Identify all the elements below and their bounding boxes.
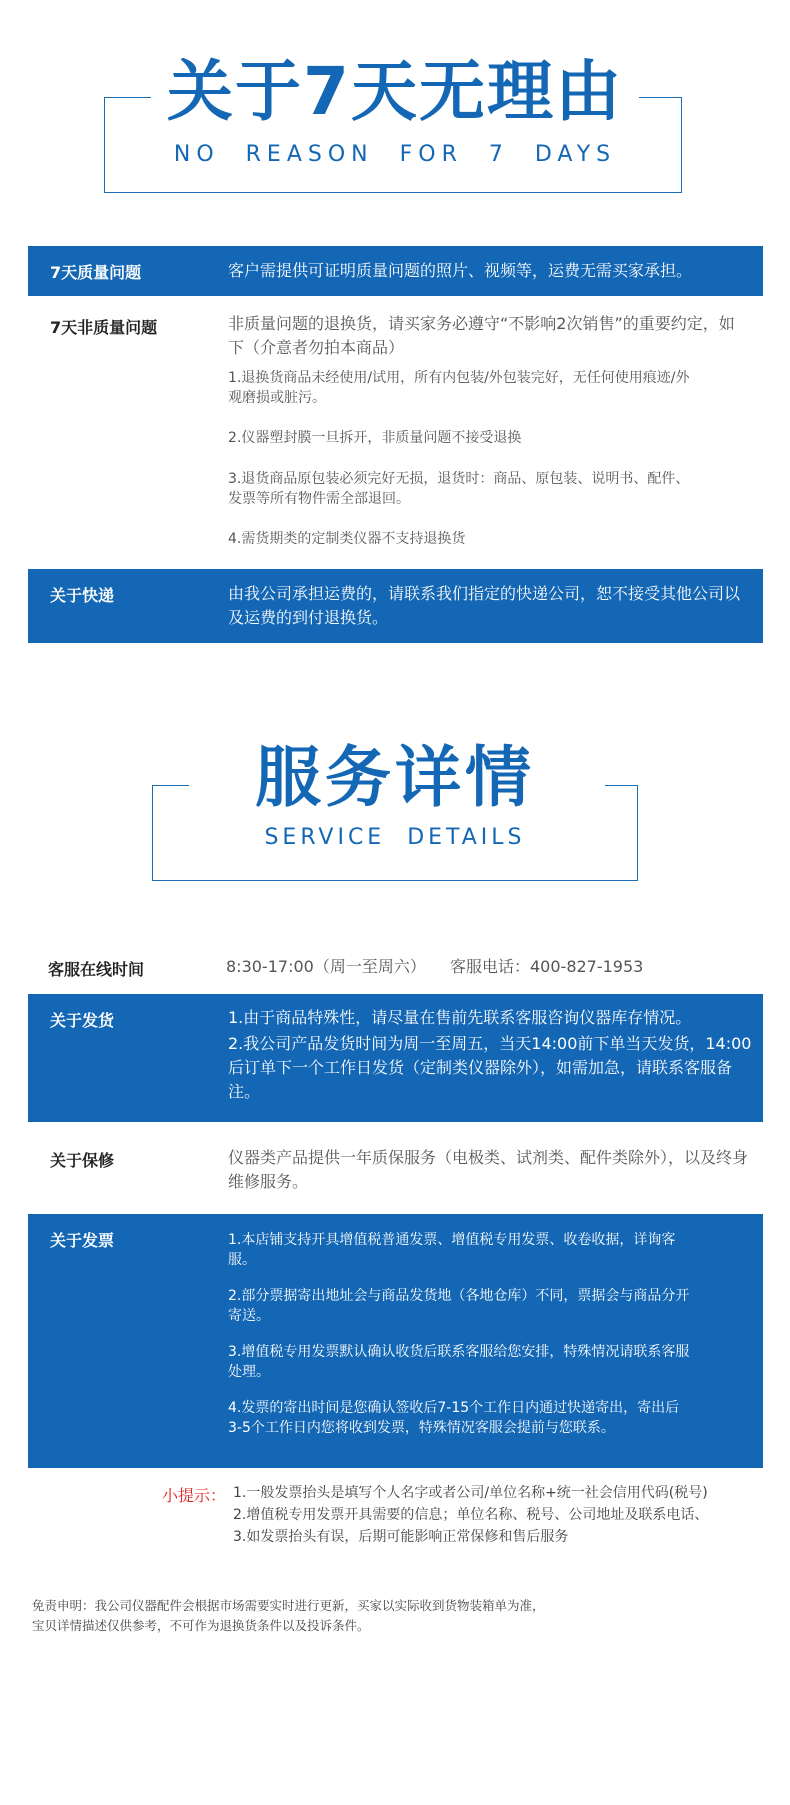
list-item: 4.发票的寄出时间是您确认签收后7-15个工作日内通过快递寄出，寄出后3-5个工作日内您将收到发票，特殊情况客服会提前与您联系。 <box>228 1400 680 1436</box>
row-online-time <box>28 946 763 986</box>
list-item: 3.退货商品原包装必须完好无损，退货时：商品、原包装、说明书、配件、发票等所有物件需全部退回。 <box>228 471 690 507</box>
row-text: 非质量问题的退换货，请买家务必遵守“不影响2次销售”的重要约定，如下（介意者勿拍本商品） <box>228 314 735 357</box>
row-label: 关于发票 <box>50 1231 115 1250</box>
list-item: 2.部分票据寄出地址会与商品发货地（各地仓库）不同，票据会与商品分开寄送。 <box>228 1288 690 1324</box>
service-hours: 8:30-17:00（周一至周六） <box>226 957 426 976</box>
row-quality-issue <box>28 246 763 296</box>
row-text: 仪器类产品提供一年质保服务（电极类、试剂类、配件类除外），以及终身维修服务。 <box>228 1148 749 1191</box>
list-item: 2.我公司产品发货时间为周一至周五，当天14:00前下单当天发货，14:00后订单下一个工作日发货（定制类仪器除外），如需加急，请联系客服备注。 <box>228 1034 752 1101</box>
row-text: 由我公司承担运费的，请联系我们指定的快递公司，恕不接受其他公司以及运费的到付退换货。 <box>228 584 741 627</box>
section-title-7days-sub: NO REASON FOR 7 DAYS <box>173 142 617 167</box>
tip-item: 3.如发票抬头有误，后期可能影响正常保修和售后服务 <box>233 1529 569 1545</box>
disclaimer-line: 免责申明：我公司仪器配件会根据市场需要实时进行更新，买家以实际收到货物装箱单为准， <box>32 1598 545 1613</box>
row-label: 关于快递 <box>50 586 115 605</box>
tip-item: 2.增值税专用发票开具需要的信息；单位名称、税号、公司地址及联系电话、 <box>233 1507 709 1523</box>
row-warranty <box>28 1130 763 1210</box>
service-phone: 客服电话：400-827-1953 <box>450 957 644 976</box>
list-item: 1.退换货商品未经使用/试用，所有内包装/外包装完好，无任何使用痕迹/外观磨损或脏污。 <box>228 370 690 406</box>
row-label: 7天质量问题 <box>50 263 142 282</box>
section-title-7days-main: 关于7天无理由 <box>167 53 623 130</box>
row-text: 客户需提供可证明质量问题的照片、视频等，运费无需买家承担。 <box>228 261 693 280</box>
tip-label: 小提示： <box>162 1486 227 1505</box>
disclaimer <box>32 1596 752 1636</box>
row-shipping <box>28 994 763 1122</box>
row-label: 客服在线时间 <box>48 960 145 979</box>
list-item: 3.增值税专用发票默认确认收货后联系客服给您安排，特殊情况请联系客服处理。 <box>228 1344 690 1380</box>
list-item: 1.本店铺支持开具增值税普通发票、增值税专用发票、收卷收据，详询客服。 <box>228 1232 676 1268</box>
list-item: 1.由于商品特殊性，请尽量在售前先联系客服咨询仪器库存情况。 <box>228 1008 692 1027</box>
tip-item: 1.一般发票抬头是填写个人名字或者公司/单位名称+统一社会信用代码(税号) <box>233 1485 708 1501</box>
row-invoice <box>28 1214 763 1468</box>
row-label: 关于发货 <box>50 1011 115 1030</box>
list-item: 2.仪器塑封膜一旦拆开，非质量问题不接受退换 <box>228 430 522 446</box>
list-item: 4.需货期类的定制类仪器不支持退换货 <box>228 531 466 547</box>
disclaimer-line: 宝贝详情描述仅供参考，不可作为退换货条件以及投诉条件。 <box>32 1618 370 1633</box>
row-label: 关于保修 <box>50 1151 115 1170</box>
row-label: 7天非质量问题 <box>50 318 158 337</box>
row-express <box>28 569 763 643</box>
tip-list <box>233 1482 773 1548</box>
section-title-service-sub: SERVICE DETAILS <box>264 825 526 850</box>
row-non-quality-issue <box>28 298 763 562</box>
section-title-service-main: 服务详情 <box>255 739 535 816</box>
